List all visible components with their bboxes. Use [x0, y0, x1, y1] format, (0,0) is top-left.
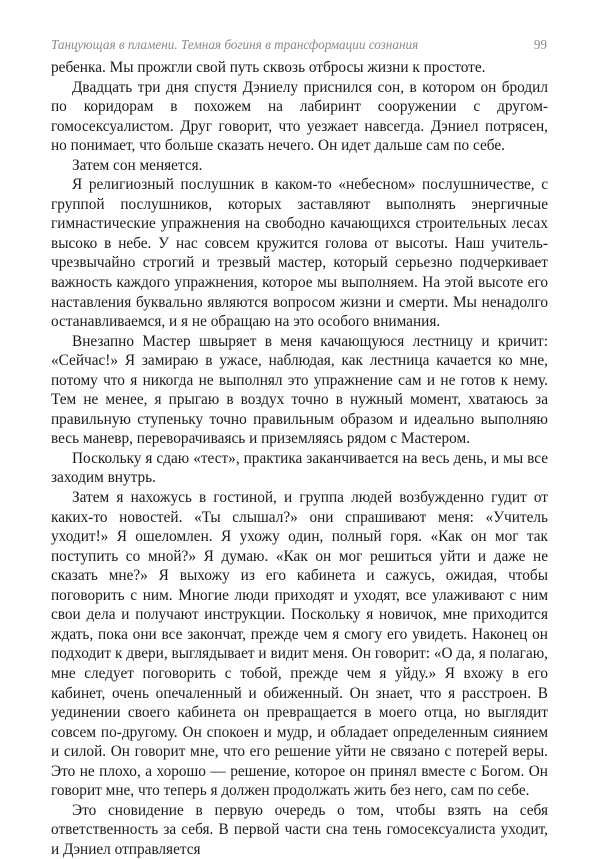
paragraph: Это сновидение в первую очередь о том, чтобы взять на себя ответственность за себя. В первой части сна тень гомосексуалиста уходит, и Дэниел отправляется [51, 801, 548, 858]
paragraph: Внезапно Мастер швыряет в меня качающуюся лестницу и кричит: «Сейчас!» Я замираю в ужасе, наблюдая, как лестница качается ко мне, потому что я никогда не выполнял это упражнение сам и не готов к нему. Тем не менее, я прыгаю в воздух точно в нужный момент, хватаюсь за правильную ступеньку точно правильным образом и идеально выполняю весь маневр, переворачиваясь и приземляясь рядом с Мастером. [51, 332, 548, 448]
paragraph-continued: ребенка. Мы прожгли свой путь сквозь отбросы жизни к простоте. [51, 59, 486, 76]
paragraph: Затем сон меняется. [72, 156, 203, 174]
paragraph: Затем я нахожусь в гостиной, и группа людей возбужденно гудит от каких-то новостей. «Ты слышал?» они спрашивают меня: «Учитель уходит!» Я ошеломлен. Я ухожу один, полный горя. «Как он мог так поступить со мной?» Я думаю. «Как он мог решиться уйти и даже не сказать мне?» Я выхожу из его кабинета и сажусь, ожидая, чтобы поговорить с ним. Многие люди приходят и уходят, все улаживают с ним свои дела и получают инструкции. Поскольку я новичок, мне приходится ждать, пока они все закончат, прежде чем я смогу его увидеть. Наконец он подходит к двери, выглядывает и видит меня. Он говорит: «О да, я полагаю, мне следует поговорить с тобой, прежде чем я уйду.» Я вхожу в его кабинет, очень опечаленный и обиженный. Он знает, что я расстроен. В уединении своего кабинета он превращается в моего отца, но выглядит совсем по-другому. Он спокоен и мудр, и обладает определенным сиянием и силой. Он говорит мне, что его решение уйти не связано с потерей веры. Это не плохо, а хорошо — решение, которое он принял вместе с Богом. Он говорит мне, что теперь я должен продолжать жить без него, сам по себе. [51, 489, 548, 800]
running-header [51, 37, 547, 55]
running-title: Танцующая в пламени. Темная богиня в трансформации сознания [51, 37, 419, 52]
body-text [51, 58, 548, 859]
paragraph: Двадцать три дня спустя Дэниелу приснился сон, в котором он бродил по коридорам в похожем на лабиринт сооружении с другом-гомосексуалистом. Друг говорит, что уезжает навсегда. Дэниел потрясен, но понимает, что больше сказать нечего. Он идет дальше сам по себе. [51, 78, 548, 155]
paragraph: Поскольку я сдаю «тест», практика заканчивается на весь день, и мы все заходим внутрь. [51, 449, 548, 487]
paragraph: Я религиозный послушник в каком-то «небесном» послушничестве, с группой послушников, которых заставляют выполнять энергичные гимнастические упражнения на свободно качающихся строительных лесах высоко в небе. У нас совсем кружится голова от высоты. Наш учитель-чрезвычайно строгий и трезвый мастер, который серьезно подчеркивает важность каждого упражнения, которое мы выполняем. На этой высоте его наставления буквально являются вопросом жизни и смерти. Мы ненадолго останавливаемся, и я не обращаю на это особого внимания. [51, 176, 548, 331]
page-number: 99 [533, 37, 547, 52]
